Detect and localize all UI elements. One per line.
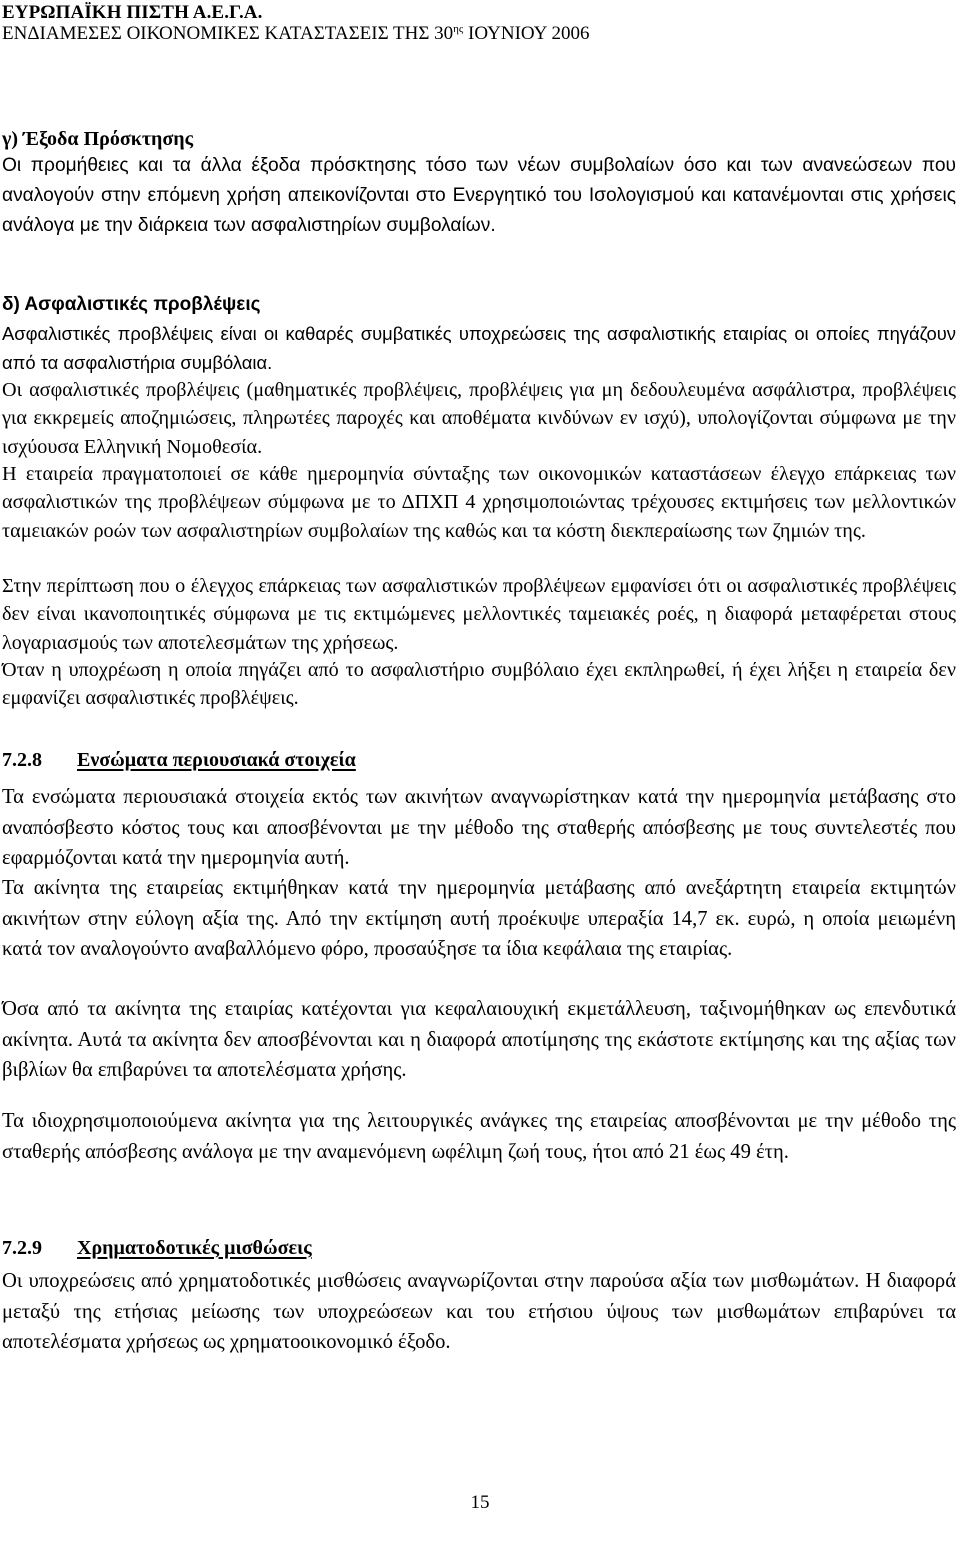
paragraph-provisions-calculation: Οι ασφαλιστικές προβλέψεις (μαθηματικές προβλέψεις, προβλέψεις για μη δεδουλευμένα ασφάλιστρα, προβλέψεις για εκκρεμείς αποζημιώσεις, πληρωτέες παροχές και αποθέματα κινδύνων εν ισχύ), υπολογίζονται σύμφωνα με την ισχύουσα Ελληνική Νομοθεσία. [2, 379, 956, 458]
page-number: 15 [470, 1492, 490, 1513]
paragraph-adequacy-test: Η εταιρεία πραγματοποιεί σε κάθε ημερομηνία σύνταξης των οικονομικών καταστάσεων έλεγχο επάρκειας των ασφαλιστικών της προβλέψεων σύμφωνα με το ΔΠΧΠ 4 χρησιμοποιώντας τρέχουσες εκτιμήσεις των μελλοντικών ταμειακών ροών των ασφαλιστηρίων συμβολαίων της καθώς και τα κόστη διεκπεραίωσης των ζημιών της. [2, 463, 956, 542]
section-heading-acquisition-costs: γ) Έξοδα Πρόσκτησης [2, 128, 194, 150]
subtitle-superscript: ης [453, 23, 464, 35]
section-heading-finance-leases [2, 1235, 956, 1261]
paragraph-finance-leases: Οι υποχρεώσεις από χρηματοδοτικές μισθώσεις αναγνωρίζονται στην παρούσα αξία των μισθωμάτων. Η διαφορά μεταξύ της ετήσιας μείωσης των υποχρεώσεων και του ετήσιου ύψους των μισθωμάτων επιβαρύνει τα αποτελέσματα χρήσεως ως χρηματοοικονομικό έξοδο. [2, 1270, 956, 1353]
paragraph-tangible-assets-3: Όσα από τα ακίνητα της εταιρίας κατέχονται για κεφαλαιουχική εκμετάλλευση, ταξινομήθηκαν ως επενδυτικά ακίνητα. Αυτά τα ακίνητα δεν αποσβένονται και η διαφορά αποτίμησης της εκάστοτε εκτίμησης και της αξίας των βιβλίων θα επιβαρύνει τα αποτελέσματα χρήσης. [2, 998, 956, 1081]
section-heading-tangible-assets [2, 747, 956, 773]
paragraph-tangible-assets-1: Τα ενσώματα περιουσιακά στοιχεία εκτός των ακινήτων αναγνωρίστηκαν κατά την ημερομηνία μετάβασης στο αναπόσβεστο κόστος τους και αποσβένονται με την μέθοδο της σταθερής απόσβεσης με τους συντελεστές που εφαρμόζονται κατά την ημερομηνία αυτή. [2, 786, 956, 869]
subtitle-main: ΕΝΔΙΑΜΕΣΕΣ ΟΙΚΟΝΟΜΙΚΕΣ ΚΑΤΑΣΤΑΣΕΙΣ ΤΗΣ 30 [2, 23, 454, 44]
section-title: Χρηματοδοτικές μισθώσεις [77, 1237, 312, 1259]
company-name: ΕΥΡΩΠΑΪΚΗ ΠΙΣΤΗ Α.Ε.Γ.Α. [2, 2, 263, 23]
section-number: 7.2.8 [2, 749, 42, 771]
section-number: 7.2.9 [2, 1237, 42, 1259]
document-subtitle [2, 24, 956, 44]
section-title: Ενσώματα περιουσιακά στοιχεία [77, 749, 356, 771]
paragraph-fulfilled-obligation: Όταν η υποχρέωση η οποία πηγάζει από το ασφαλιστήριο συμβόλαιο έχει εκπληρωθεί, ή έχει λήξει η εταιρεία δεν εμφανίζει ασφαλιστικές προβλέψεις. [2, 659, 956, 710]
subtitle-date: ΙΟΥΝΙΟΥ 2006 [463, 23, 590, 44]
paragraph-acquisition-costs: Οι προμήθειες και τα άλλα έξοδα πρόσκτησης τόσο των νέων συμβολαίων όσο και των ανανεώσεων που αναλογούν στην επόμενη χρήση απεικονίζονται στο Ενεργητικό του Ισολογισμού και κατανέμονται στις χρήσεις ανάλογα με την διάρκεια των ασφαλιστηρίων συμβολαίων. [2, 155, 956, 236]
paragraph-inadequacy: Στην περίπτωση που ο έλεγχος επάρκειας των ασφαλιστικών προβλέψεων εμφανίσει ότι οι ασφαλιστικές προβλέψεις δεν είναι ικανοποιητικές σύμφωνα με τις εκτιμώμενες μελλοντικές ταμειακές ροές, η διαφορά μεταφέρεται στους λογαριασμούς των αποτελεσμάτων της χρήσεως. [2, 575, 956, 654]
paragraph-tangible-assets-2: Τα ακίνητα της εταιρείας εκτιμήθηκαν κατά την ημερομηνία μετάβασης από ανεξάρτητη εταιρεία εκτιμητών ακινήτων στην εύλογη αξία της. Από την εκτίμηση αυτή προέκυψε υπεραξία 14,7 εκ. ευρώ, η οποία μειωμένη κατά τον αναλογούντο αναβαλλόμενο φόρο, προσαύξησε τα ίδια κεφάλαια της εταιρίας. [2, 877, 956, 960]
paragraph-tangible-assets-4: Τα ιδιοχρησιμοποιούμενα ακίνητα για της λειτουργικές ανάγκες της εταιρείας αποσβένονται με την μέθοδο της σταθερής απόσβεσης ανάλογα με την αναμενόμενη ωφέλιμη ζωή τους, ήτοι από 21 έως 49 έτη. [2, 1110, 956, 1163]
section-heading-insurance-provisions: δ) Ασφαλιστικές προβλέψεις [2, 294, 261, 315]
paragraph-provisions-definition: Ασφαλιστικές προβλέψεις είναι οι καθαρές συμβατικές υποχρεώσεις της ασφαλιστικής εταιρίας οι οποίες πηγάζουν από τα ασφαλιστήρια συμβόλαια. [2, 323, 956, 373]
